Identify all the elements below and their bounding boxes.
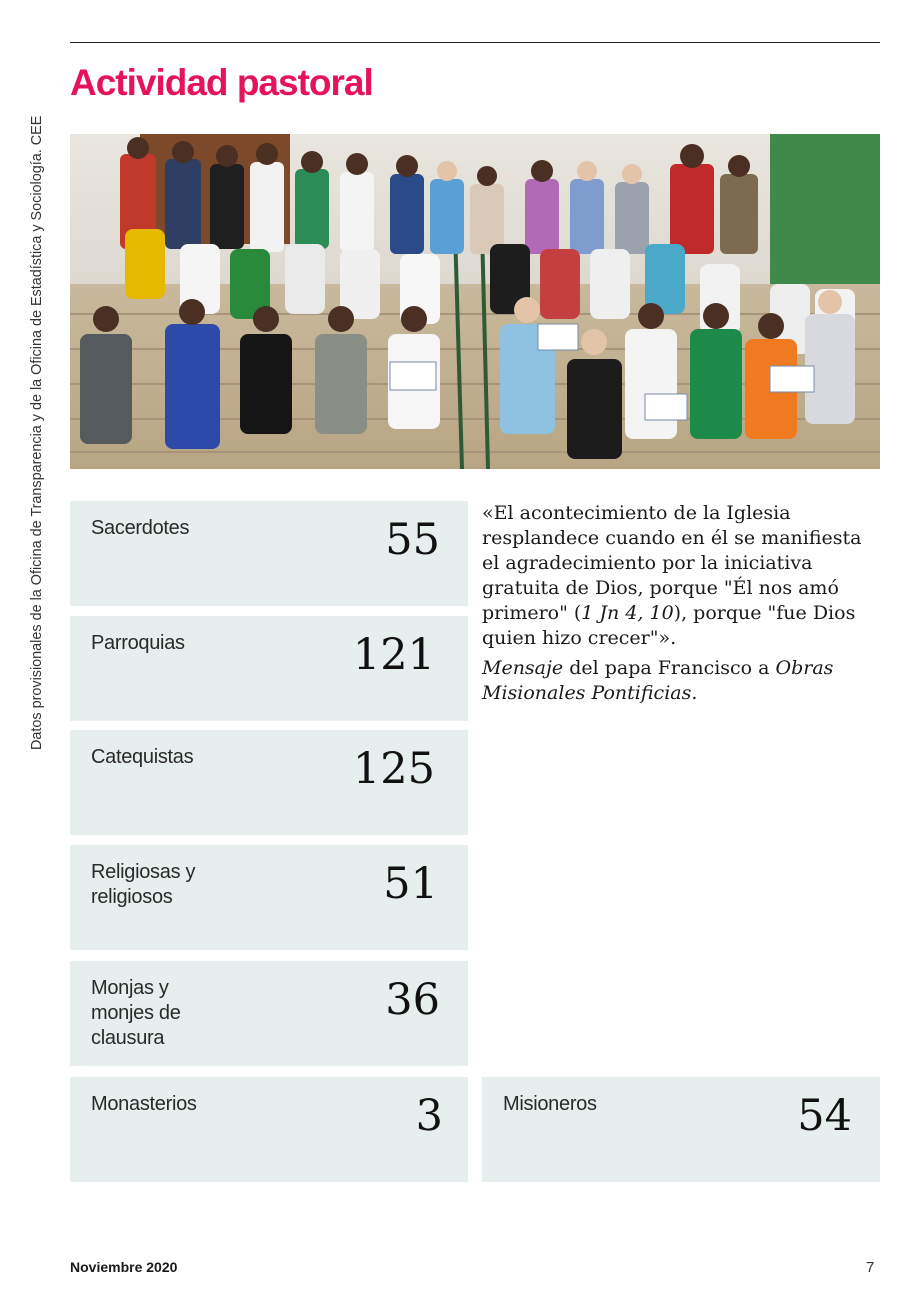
stat-value: 51 [383,859,438,909]
quote-part2: ), porque "fue Dios quien hizo crecer"». [482,602,856,649]
stat-value: 36 [385,975,440,1025]
stat-label: Monjas y monjes de clausura [91,977,181,1049]
quote-part1: «El acontecimiento de la Iglesia resplandece cuando en él se manifiesta el agradecimiento por la iniciativa gratuita de Dios, porque "Él nos amó primero" ( [482,502,862,624]
stat-label: Religiosas y religiosos [91,861,196,908]
stat-monjes-clausura [70,961,468,1066]
stat-monasterios [70,1077,468,1182]
quote-block [482,501,878,706]
page-title: Actividad pastoral [70,62,373,103]
stat-label: Catequistas [91,746,194,768]
stat-label: Parroquias [91,632,185,654]
stat-label: Sacerdotes [91,517,190,539]
quote-source-mid: del papa Francisco a [563,657,776,679]
stat-sacerdotes [70,501,468,606]
sidebar-note: Datos provisionales de la Oficina de Transparencia y de la Oficina de Estadística y Sociología. CEE [29,115,45,750]
stat-value: 54 [797,1091,852,1141]
stat-value: 121 [352,630,435,680]
stat-parroquias [70,616,468,721]
quote-ref-book: 1 Jn [581,602,620,624]
stat-misioneros [482,1077,880,1182]
quote-source-org: Obras Misionales Pontificias. [482,657,834,704]
page-number: 7 [866,1259,875,1276]
stat-value: 125 [352,744,435,794]
quote-source-doc: Mensaje [482,657,564,679]
footer-date: Noviembre 2020 [70,1259,178,1275]
group-photo [70,134,880,469]
quote-source [482,656,878,706]
stat-religiosos [70,845,468,950]
stat-label: Misioneros [503,1093,597,1115]
stat-catequistas [70,730,468,835]
quote-text [482,501,878,651]
stat-value: 3 [415,1091,443,1141]
group-photo-icon [70,134,880,469]
quote-ref-verse: 4, 10 [619,602,674,624]
stat-label: Monasterios [91,1093,197,1115]
top-rule [70,42,880,43]
stat-value: 55 [385,515,440,565]
